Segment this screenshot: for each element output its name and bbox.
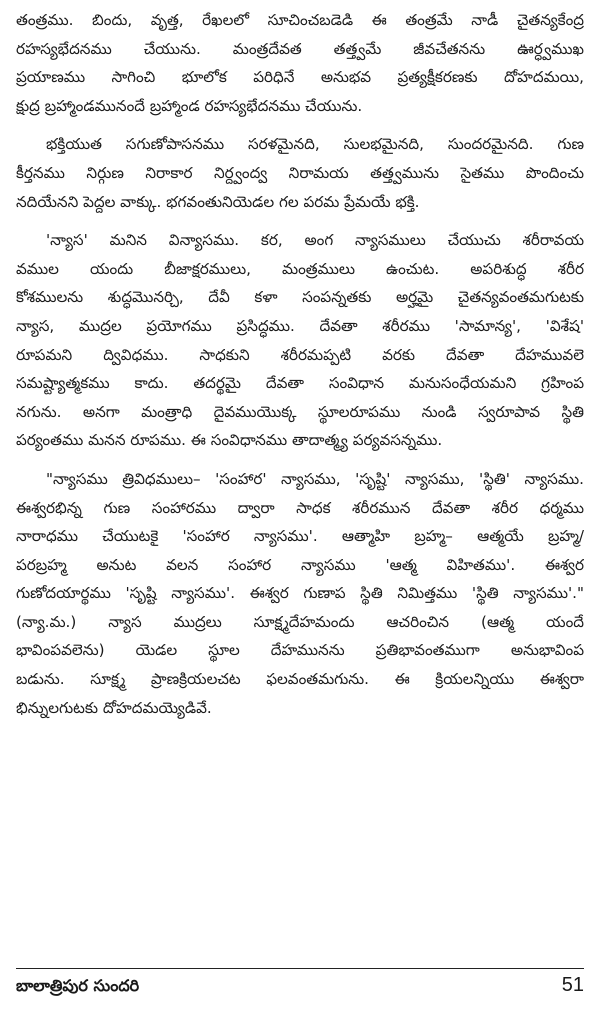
text-line: సమష్ట్యాత్మకము కాదు. తదర్థమై దేవతా సంవిధాన మనుసంధేయమని గ్రహింప (16, 374, 584, 393)
text-line: న్యాస, ముద్రల ప్రయోగము ప్రసిద్ధము. దేవతా శరీరము 'సామాన్య', 'విశేష' (16, 316, 584, 335)
text-line: నారాధము చేయుటకై 'సంహార న్యాసము'. ఆత్మాహి బ్రహ్మ– ఆత్మయే బ్రహ్మ/ (16, 527, 584, 546)
paragraph-1 (16, 6, 584, 120)
paragraph-4 (16, 465, 584, 722)
paragraph-3 (16, 226, 584, 455)
text-line: వముల యందు బీజాక్షరములు, మంత్రములు ఉంచుట. అపరిశుద్ధ శరీర (16, 259, 584, 278)
text-line: పర్యంతము మనన రూపము. ఈ సంవిధానము తాదాత్మ్య పర్యవసన్నము. (16, 431, 443, 450)
paragraph-2 (16, 130, 584, 216)
text-line: క్షుద్ర బ్రహ్మాండమునందే బ్రహ్మాండ రహస్యభేదనము చేయును. (16, 96, 363, 115)
text-line: భక్తియుత సగుణోపాసనము సరళమైనది, సులభమైనది, సుందరమైనది. గుణ (46, 135, 584, 154)
text-line: భిన్నులగుటకు దోహదమయ్యెడివే. (16, 698, 212, 717)
text-line: కోశములను శుద్ధమొనర్చి, దేవీ కళా సంపన్నతకు అర్హమై చైతన్యవంతమగుటకు (16, 288, 584, 307)
text-line: ఈశ్వరభిన్న గుణ సంహారము ద్వారా సాధక శరీరమున దేవతా శరీర ధర్మము (16, 498, 584, 517)
book-title: బాలాత్రిపుర సుందరి (16, 976, 140, 995)
text-line: పరబ్రహ్మ అనుట వలన సంహార న్యాసము 'ఆత్మ విహితము'. ఈశ్వర (16, 555, 584, 574)
text-line: నదియేనని పెద్దల వాక్కు. భగవంతునియెడల గల పరమ ప్రేమయే భక్తి. (16, 192, 420, 211)
page-footer (16, 974, 584, 999)
text-line: కీర్తనము నిర్గుణ నిరాకార నిర్ద్వంద్వ నిరామయ తత్త్వమును సైతము పొందించు (16, 163, 584, 182)
text-line: భావింపవలెను) యెడల స్థూల దేహమునను ప్రతిభావంతముగా అనుభావింప (16, 641, 584, 660)
text-line: బడును. సూక్ష్మ ప్రాణక్రియలచట ఫలవంతమగును. ఈ క్రియలన్నియు ఈశ్వరా (16, 670, 584, 689)
text-line: గుణోదయార్థము 'సృష్టి న్యాసము'. ఈశ్వర గుణాప స్థితి నిమిత్తము 'స్థితి న్యాసము'." (16, 584, 584, 603)
text-line: నగును. అనగా మంత్రాధి దైవముయొక్క స్థూలరూపము నుండి స్వరూపావ స్థితి (16, 402, 584, 421)
page-number: 51 (561, 974, 584, 996)
text-line: 'న్యాస' మనిన విన్యాసము. కర, అంగ న్యాసములు చేయుచు శరీరావయ (46, 231, 584, 250)
text-line: తంత్రము. బిందు, వృత్త, రేఖలలో సూచించబడెడి ఈ తంత్రమే నాడీ చైతన్యకేంద్ర (16, 11, 584, 29)
footer-divider (16, 968, 584, 969)
text-line: రూపమని ద్వివిధము. సాధకుని శరీరమప్పటి వరకు దేవతా దేహమువలె (16, 345, 584, 364)
page-body (16, 6, 584, 732)
text-line: (న్యా.మ.) న్యాస ముద్రలు సూక్ష్మదేహమందు ఆచరించిన (ఆత్మ యందే (16, 612, 584, 631)
text-line: రహస్యభేదనము చేయును. మంత్రదేవత తత్త్వమే జీవచేతనను ఊర్ధ్వముఖ (16, 39, 584, 58)
text-line: ప్రయాణము సాగించి భూలోక పరిధినే అనుభవ ప్రత్యక్షీకరణకు దోహదమయి, (16, 68, 584, 87)
text-line: "న్యాసము త్రివిధములు– 'సంహార' న్యాసము, 'సృష్టి' న్యాసము, 'స్థితి' న్యాసము. (46, 469, 584, 488)
